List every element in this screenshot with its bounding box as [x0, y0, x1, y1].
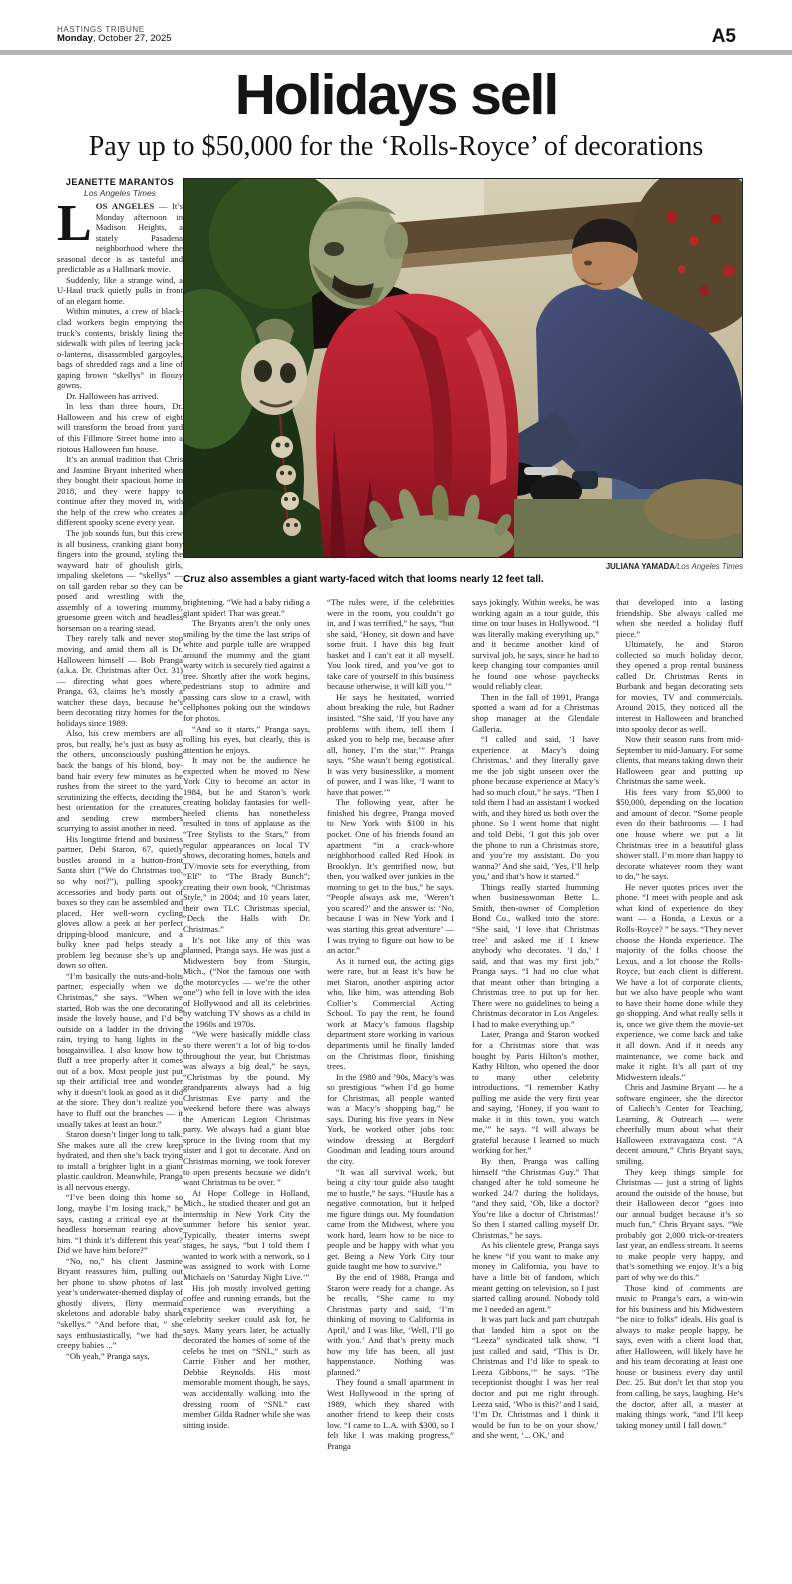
byline	[57, 177, 183, 198]
photo-credit	[183, 562, 743, 571]
article-paragraph: By the end of 1988, Pranga and Staron were ready for a change. As he recalls, “She came to my Christmas party and said, ‘I’m thinking of moving to California in April,’ and I was like, ‘Well, I’ll go with you.’ And that’s pretty much how my life has been, all just happenstance. Nothing was planned.”	[327, 1272, 454, 1377]
article-paragraph: Chris and Jasmine Bryant — he a software engineer, she the director of Caltech’s Center for Teaching, Learning, & Outreach — were cheerfully mum about what their Halloween extravaganza cost. “A decent amount,” Chris Bryant says, smiling.	[616, 1082, 743, 1166]
article-paragraph: The following year, after he finished his degree, Pranga moved to New York with $100 in his pocket. One of his friends found an apartment “in a crack-whore neighborhood called Red Hook in Brooklyn. It’s gentrified now, but then, you walked over junkies in the morning to get to the bus,” he says. “People always ask me, ‘Weren’t you scared?’ and the answer is: ‘No, because I was in New York and I was starting this great adventure’ — I was trying to figure out how to be an actor.”	[327, 797, 454, 956]
article-paragraph: “Oh yeah,” Pranga says,	[66, 1350, 150, 1361]
date-line	[57, 34, 172, 45]
article-paragraph: His fees vary from $5,000 to $50,000, depending on the location and amount of decor. “Some people even do their bathrooms — I had one house where we put a lit Christmas tree in a beautiful glass shower stall. I’m more than happy to decorate whatever room they want to do,” he says.	[616, 786, 743, 882]
article-paragraph: At Hope College in Holland, Mich., he studied theater and got an internship in New York City the summer before his senior year. Typically, theater interns swept stages, he says, “but I told them I wanted to work with a network, so I was assigned to work with Lorne Michaels on ‘Saturday Night Live.’”	[183, 1187, 310, 1282]
article-paragraph: Staron doesn’t linger long to talk. She makes sure all the crew keep hydrated, and then she’s back trying to install a brighter light in a giant plastic cauldron. Meanwhile, Pranga is all nervous energy.	[57, 1129, 183, 1192]
article-paragraph: Within minutes, a crew of black-clad workers begin emptying the truck’s contents, briskly lining the sidewalk with piles of leering jack-o-lanterns, disassembled gargoyles, bags of shredded rags and a line of gaping brown “skellys” in floozy gowns.	[57, 306, 183, 391]
page-number: A5	[711, 26, 736, 47]
article-paragraph: Then in the fall of 1991, Pranga spotted a want ad for a Christmas shop manager at the Glendale Galleria.	[472, 691, 599, 734]
article-paragraph: Later, Pranga and Staron worked for a Christmas store that was bought by Paris Hilton’s mother, Kathy Hilton, who opened the door to many other celebrity introductions. “I remember Kathy pulling me aside the very first year and saying, ‘Honey, if you want to make it in this town, you watch me,’” he says. “I will always be grateful because I learned so much working for her.”	[472, 1029, 599, 1156]
article-paragraph: He never quotes prices over the phone. “I meet with people and ask what kind of experience do they want — a Honda, a Lexus or a Rolls-Royce? ” he says. “They never choose the Honda experience. The majority of the folks choose the Lexus, and a lot choose the Rolls-Royce, but each client is different. We have a lot of corporate clients, but we also have people who want to have their home done while they go shopping. And what really sells it is, once we give them the movie-set experience, we come back and take it all down. And if it needs any maintenance, we come back and make it right. It’s all part of my Midwestern ideals.”	[616, 881, 743, 1082]
article-paragraph: It may not be the audience he expected when he moved to New York City to become an actor in 1984, but he and Staron’s work creating holiday fantasies for well-heeled clients has nonetheless resulted in tons of applause as the “Tree Stylists to the Stars,” from regular appearances on local TV shows, decorating homes, hotels and TV/movie sets for everything, from “Elf” to “The Brady Bunch”; creating their own book, “Christmas Style,” in 2004; and 10 years later, their own TLC Christmas special, “Deck the Halls with Dr. Christmas.”	[183, 755, 310, 934]
article-paragraph: “It was all survival work, but being a city tour guide also taught me to hustle,” he says. “Hustle has a negative connotation, but it helped me figure things out. My foundation came from the Midwest, where you work hard, learn how to be nice to people and be happy with what you get. Being a New York City tour guide taught me how to survive.”	[327, 1166, 454, 1272]
article-paragraph: that developed into a lasting friendship. She always called me when she needed a holiday fluff piece.”	[616, 597, 743, 639]
article-paragraph: Also, his crew members are all pros, but really, he’s just as busy as the others, unconsciously pushing back the bangs of his blond, boy-band hair every few minutes as he rushes from the street to the yard, scrutinizing the effects, deciding the best orientation for the creatures, and sending crew members scurrying to assist another in need.	[57, 728, 183, 834]
byline-organization: Los Angeles Times	[84, 187, 156, 198]
article-columns-wrap	[183, 597, 743, 1559]
article-opening-paragraph: LOS ANGELES — It’s Monday afternoon in Madison Heights, a stately Pasadena neighborhood where the seasonal decor is as tasteful and predictable as a Hallmark movie.	[57, 201, 183, 275]
tool	[524, 467, 558, 475]
article-paragraph: “I’ve been doing this home so long, maybe I’m losing track,” he says, casting a critical eye at the headless horseman rearing above him. “I think it’s different this year? Did we have him before?”	[57, 1192, 183, 1256]
article-paragraph: Ultimately, he and Staron collected so much holiday decor, they opened a prop rental business called Dr. Christmas Rents in Burbank and began decorating sets for movies, TV and commercials. Around 2015, they noticed all the interest in Halloween and branched into spooky decor as well.	[616, 639, 743, 734]
masthead-rule	[0, 50, 792, 55]
photo-caption: Cruz also assembles a giant warty-faced witch that looms nearly 12 feet tall.	[183, 574, 544, 585]
dateline: OS ANGELES	[95, 201, 155, 211]
drop-cap: L	[57, 201, 92, 252]
article-column-4	[472, 597, 599, 1559]
paper-name: HASTINGS TRIBUNE	[57, 25, 145, 34]
article-column-3	[327, 597, 454, 1559]
headline: Holidays sell	[234, 63, 558, 127]
article-paragraph: In the 1980 and ’90s, Macy’s was so prestigious “when I’d go home for Christmas, all people wanted was a Macy’s shopping bag,” he says. During his five years in New York, he worked other jobs too: window dressing at Bergdorf Goodman and leading tours around the city.	[327, 1071, 454, 1166]
article-photo	[183, 178, 743, 558]
article-paragraph: brightening. “We had a baby riding a giant spider! That was great.”	[183, 597, 310, 618]
witch-eye	[324, 242, 344, 256]
article-paragraph: “And so it starts,” Pranga says, rolling his eyes, but clearly, this is attention he enjoys.	[183, 723, 310, 755]
article-paragraph: Dr. Halloween has arrived.	[66, 390, 159, 401]
article-paragraph: His longtime friend and business partner, Debi Staron, 67, quietly bustles around in a button-front Santa shirt (“We do Christmas too, so why not?”), pulling spooky accessories and body parts out of boxes so they can be assembled and placed. Her well-worn cycling gloves allow a peek at her perfect dripping-blood manicure, and a bulky knee pad helps steady a problem leg because she’s up and down so often.	[57, 833, 183, 971]
article-paragraph: says jokingly. Within weeks, he was working again as a tour guide, this time on tour buses in Hollywood. “I was literally making everything up,” and it became another kind of survival job, he says, since he had to keep changing tour companies until he found one whose paychecks would reliably clear.	[472, 597, 599, 692]
article-paragraph: The job sounds fun, but this crew is all business, cranking giant bony fingers into the ground, styling the wayward hair of ghoulish girls, impaling skeletons — “skellys” — on tall garden rebar so they can be posed and wrestling with the assembly of a towering mummy, gruesome green witch and headless horseman on a rearing stead.	[57, 527, 183, 633]
article-paragraph: It was part luck and part chutzpah that landed him a spot on the “Leeza” syndicated talk show. “I just called and said, “This is Dr. Christmas and I’d like to speak to Leeza Gibbons,’” he says. “The receptionist thought I was her real doctor and put me right through. Leeza said, ‘Who is this?’ and I said, ‘I’m Dr. Christmas and I think it would be fun to be on your show,’ and she went, ‘... OK,’ and	[472, 1314, 599, 1441]
article-paragraph: Now their season runs from mid-September to mid-January. For some clients, that means taking down their Halloween gear and putting up Christmas the same week.	[616, 734, 743, 787]
article-paragraph: “No, no,” his client Jasmine Bryant reassures him, pulling out her phone to show photos of last year’s underwater-themed display of ghostly divers, flirty mermaid skeletons and adorable baby shark “skellys.” “And before that, ” she says enthusiastically, “we had the creepy babies ...”	[57, 1255, 183, 1351]
article-paragraph: His job mostly involved getting coffee and running errands, but the experience was everything a celebrity seeker could ask for, he says. Many years later, he actually decorated the homes of some of the celebs he met on “SNL,” such as Carrie Fisher and her mother, Debbie Reynolds. His most memorable moment though, he says, was accidentally walking into the dressing room of “SNL” cast member Gilda Radner while she was sitting inside.	[183, 1282, 310, 1430]
article-paragraph: “I’m basically the nuts-and-bolts partner, especially when we do Christmas,” she says. “When we started, Bob was the one decorating inside the lovely house, and I’d be outside on a ladder in the driving rain, trying to hang lights in the bougainvillea. I also know how to fluff a tree properly after it comes out of a box. Most people just put up their artificial tree and wonder why it doesn’t look as good as it did at the store. They don’t realize you have to fluff out the branches — it usually takes at least an hour.”	[57, 970, 183, 1129]
witch-ear	[384, 223, 408, 259]
article-paragraph: “We were basically middle class so there weren’t a lot of big to-dos throughout the year, but Christmas was always a big deal,” he says, “Christmas by the pound. My grandparents always had a big Christmas Eve party and the weekend before there was always the American Legion Christmas party. We always had a giant blue spruce in the living room that my sister and I got to decorate. And on Christmas morning, we took forever to open presents because we didn’t want Christmas to be over. ”	[183, 1029, 310, 1188]
large-skull	[241, 339, 307, 415]
article-column-1	[57, 201, 183, 1561]
article-paragraph: He says he hesitated, worried about breaking the rule, but Radner insisted. “She said, ‘If you have any problems with them, tell them I asked you to help me, because after all, honey, I’m the star,’” Pranga says. “She wasn’t being egotistical. It was very businesslike, a moment of power, and I was like, ‘I want to have that power.’”	[327, 691, 454, 797]
article-paragraph: By then, Pranga was calling himself “the Christmas Guy.” That changed after he told someone he worked 24/7 during the holidays, “and they said, ‘Oh, like a doctor? You’re like a doctor of Christmas!’ So then I started calling myself Dr. Christmas,” he says.	[472, 1155, 599, 1240]
date-day: Monday	[57, 33, 93, 45]
article-paragraph: It’s not like any of this was planned, Pranga says. He was just a Midwestern boy from Sturgis, Mich., (“Not the famous one with the motorcycles — we’re the other one”) who fell in love with the idea of Hollywood and all its celebrities by watching TV shows as a child in the 1960s and 1970s.	[183, 934, 310, 1029]
article-column-2	[183, 597, 310, 1559]
article-paragraph: “I called and said, ‘I have experience at Macy’s doing Christmas,’ and they literally gave me the job sight unseen over the phone because experience at Macy’s had so much clout,” he says. “Then I told them I had an assistant I worked with, and they hired us both over the phone. So I went home that night and told Debi, ‘I got this job over the phone to run a Christmas store, and you’re my assistant. Do you wanna?’ And she said, ‘Yes, I’ll help you,’ and that’s how it started.”	[472, 734, 599, 882]
article-paragraph: They keep things simple for Christmas — just a string of lights around the outside of the house, but their Halloween decor “goes into our annual budget because it’s so much fun,” Chris Bryant says. “We probably got 2,000 trick-or-treaters last year, an endless stream. It seems to make people very happy, and that’s something we enjoy. It’s a big part of why we do this.”	[616, 1166, 743, 1282]
date-rest: , October 27, 2025	[92, 33, 172, 45]
article-paragraph: As his clientele grew, Pranga says he knew “if you want to make any money in California, you have to have a little bit of fandom, which meant getting on television, so I just started calling around. Nobody told me I needed an agent.”	[472, 1240, 599, 1314]
subheadline: Pay up to $50,000 for the ‘Rolls-Royce’ of decorations	[88, 131, 704, 162]
article-column-5	[616, 597, 743, 1559]
article-paragraph: The Bryants aren’t the only ones smiling by the time the last strips of white and purple tulle are wrapped around the mummy and the giant warty witch is securely tied against a tree. Shortly after the work begins, pedestrians stop to admire and passing cars slow to a crawl, with cellphones poking out the windows for photos.	[183, 618, 310, 724]
article-paragraph: “The rules were, if the celebrities were in the room, you couldn’t go in, and I was terrified,” he says, “but she said, ‘Honey, sit down and have some fruit. I have this big fruit basket and I can’t eat it all myself. You look tired, and you’ve got to take care of yourself in this business because otherwise, it will kill you.’”	[327, 597, 454, 692]
article-paragraph: They found a small apartment in West Hollywood in the spring of 1989, which they shared with another friend to keep their costs low. “I came to L.A. with $300, so I felt like I was making progress,” Pranga	[327, 1377, 454, 1451]
photo-illustration	[184, 179, 742, 557]
article-paragraph: In less than three hours, Dr. Halloween and his crew of eight will transform the broad front yard of this Fillmore Street home into a riotous Halloween fun house.	[57, 401, 183, 454]
photo-credit-org: /Los Angeles Times	[674, 562, 743, 571]
masthead-left	[57, 25, 172, 45]
article-paragraph: As it turned out, the acting gigs were rare, but at least it’s how he met Staron, another aspiring actor who, like him, was attending Bob Collier’s Commercial Acting School. To pay the rent, he found work at Macy’s famous flagship department store working in various departments until he finally landed on the Christmas floor, finishing trees.	[327, 955, 454, 1072]
article-paragraph: Things really started humming when businesswoman Bette L. Smith, then-owner of Completion Bond Co., walked into the store. “She said, ‘I love that Christmas tree’ and asked me if I knew anybody who decorates. ‘I do,’ I said, and that was my first job,” Pranga says. “I had no clue what that meant other than bringing a Christmas tree to put up for her. There were no guidelines to being a Christmas decorator in Los Angeles. I had to make everything up.”	[472, 881, 599, 1029]
photo-credit-name: JULIANA YAMADA	[605, 562, 675, 571]
article-paragraph: Suddenly, like a strange wind, a U-Haul truck quietly pulls in front of an elegant home.	[57, 274, 183, 306]
article-paragraph: Those kind of comments are music to Pranga’s ears, a win-win for his business and his Midwestern “be nice to folks” ideals. His goal is always to make people happy, he says, even with a client load that, after Halloween, will likely have he and his team decorating at least one house or business every day until Dec. 25. But don’t let that stop you from calling, he says, laughing. He’s the doctor, after all, a master at making things work, “and I’ll keep taking money until I fall down.”	[616, 1282, 743, 1430]
byline-author: JEANETTE MARANTOS	[65, 177, 175, 187]
article-paragraph: They rarely talk and never stop moving, and amid them all is Dr. Halloween himself — Bob Pranga (a.k.a. Dr. Christmas after Oct. 31) — directing what goes where. Pranga, 63, claims he’s mostly a watcher these days, because he’s been decorating ritzy homes for the holidays since 1989.	[57, 633, 183, 728]
article-paragraph: It’s an annual tradition that Chris and Jasmine Bryant inherited when they bought their spacious home in 2018, and they were happy to continue after they moved in, with the help of the crew who creates a different spooky scene every year.	[57, 454, 183, 528]
